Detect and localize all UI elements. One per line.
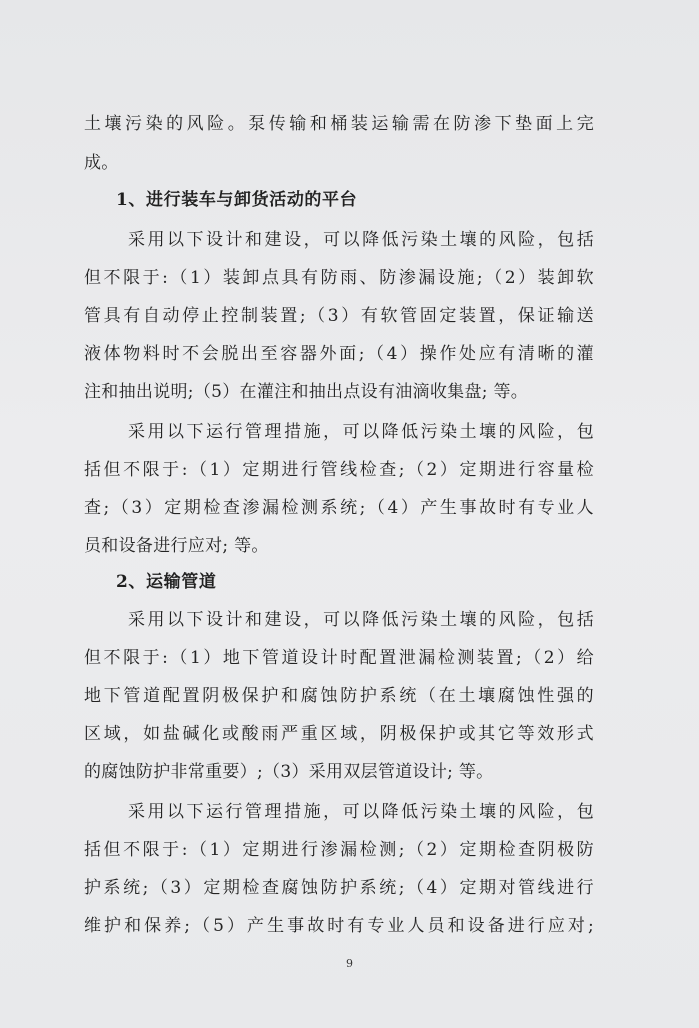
paragraph-line: 区域，如盐碱化或酸雨严重区域，阴极保护或其它等效形式 <box>84 724 594 744</box>
paragraph-line: 括但不限于:（1）定期进行管线检查;（2）定期进行容量检 <box>84 460 594 480</box>
paragraph-line: 采用以下设计和建设，可以降低污染土壤的风险，包括 <box>128 230 594 250</box>
paragraph-line: 查;（3）定期检查渗漏检测系统;（4）产生事故时有专业人 <box>84 498 594 518</box>
paragraph-line: 地下管道配置阴极保护和腐蚀防护系统（在土壤腐蚀性强的 <box>84 686 594 706</box>
paragraph-line: 成。 <box>84 153 119 173</box>
paragraph-line: 护系统;（3）定期检查腐蚀防护系统;（4）定期对管线进行 <box>84 878 594 898</box>
paragraph-line: 采用以下运行管理措施，可以降低污染土壤的风险，包 <box>128 802 594 822</box>
paragraph-line: 管具有自动停止控制装置;（3）有软管固定装置，保证输送 <box>84 306 594 326</box>
section-heading: 2、运输管道 <box>116 572 217 592</box>
paragraph-line: 采用以下运行管理措施，可以降低污染土壤的风险，包 <box>128 422 594 442</box>
paragraph-line: 采用以下设计和建设，可以降低污染土壤的风险，包括 <box>128 610 594 630</box>
section-heading: 1、进行装车与卸货活动的平台 <box>116 190 358 210</box>
paragraph-line: 但不限于:（1）地下管道设计时配置泄漏检测装置;（2）给 <box>84 648 594 668</box>
paragraph-line: 注和抽出说明;（5）在灌注和抽出点设有油滴收集盘; 等。 <box>84 382 529 402</box>
paragraph-line: 但不限于:（1）装卸点具有防雨、防渗漏设施;（2）装卸软 <box>84 268 594 288</box>
paragraph-line: 的腐蚀防护非常重要）;（3）采用双层管道设计; 等。 <box>84 762 494 782</box>
paragraph-line: 括但不限于:（1）定期进行渗漏检测;（2）定期检查阴极防 <box>84 840 594 860</box>
paragraph-line: 员和设备进行应对; 等。 <box>84 536 269 556</box>
paragraph-line: 液体物料时不会脱出至容器外面;（4）操作处应有清晰的灌 <box>84 344 594 364</box>
paragraph-line: 土壤污染的风险。泵传输和桶装运输需在防渗下垫面上完 <box>84 114 594 134</box>
page-number: 9 <box>346 957 353 970</box>
paragraph-line: 维护和保养;（5）产生事故时有专业人员和设备进行应对; <box>84 916 594 936</box>
